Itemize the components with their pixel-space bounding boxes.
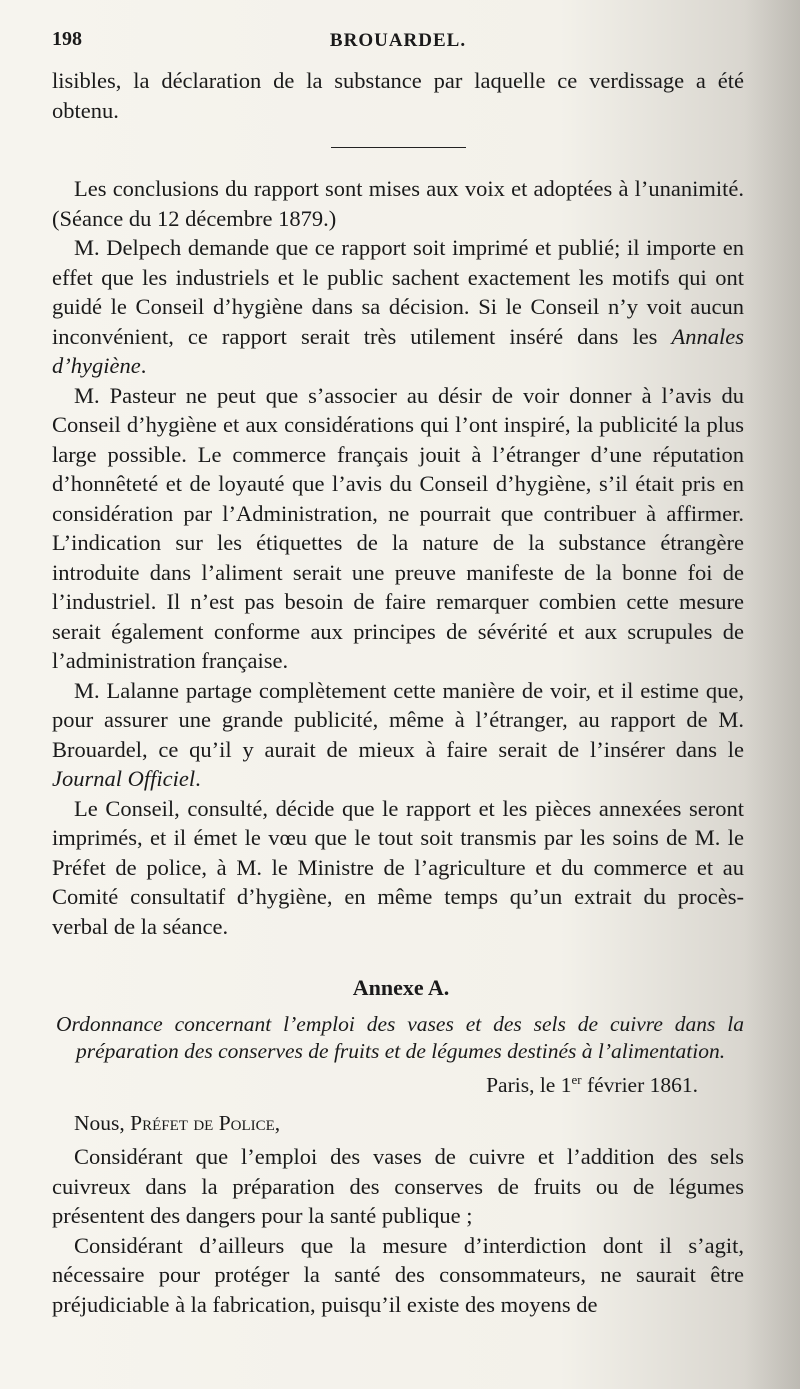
paragraph-pasteur: M. Pasteur ne peut que s’associer au désir de voir donner à l’avis du Conseil d’hygiène et aux considérations qui l’ont inspiré, la publicité la plus large possible. Le commerce français jouit à l’étranger d’une réputation d’honnêteté et de loyauté que l’avis du Conseil d’hygiène, s’il était pris en considération par l’Administration, ne pourrait que contribuer à affirmer. L’indication sur les étiquettes de la nature de la substance étrangère introduite dans l’aliment serait une preuve manifeste de la bonne foi de l’industriel. Il n’est pas besoin de faire remarquer combien cette mesure serait également conforme aux principes de sévérité et aux scrupules de l’administration française. <box>52 382 744 673</box>
lalanne-end: . <box>195 766 201 791</box>
date-sup: er <box>571 1072 582 1087</box>
delpech-end: . <box>140 353 147 378</box>
prefet-de-police: Préfet de Police, <box>130 1111 281 1136</box>
lalanne-text: M. Lalanne partage complètement cette manière de voir, et il estime que, pour assurer une grande publicité, même à l’étranger, au rapport de M. Brouardel, ce qu’il y aurait de mieux à faire serait de l’insérer dans le <box>52 677 744 762</box>
paragraph-continuation: lisibles, la déclaration de la substance par laquelle ce verdissage a été obtenu. <box>52 68 744 123</box>
date-prefix: Paris, le 1 <box>486 1073 572 1098</box>
nous-word: Nous, <box>74 1111 125 1136</box>
nous-prefet-line <box>52 1108 744 1138</box>
paragraph-conclusions: Les conclusions du rapport sont mises aux voix et adoptées à l’unanimité. (Séance du 12 décembre 1879.) <box>52 176 744 231</box>
annales-title: Annales d’hygiène <box>52 323 744 378</box>
paragraph-lalanne <box>52 676 744 794</box>
paragraph-delpech <box>52 233 744 381</box>
journal-officiel-title: Journal Officiel <box>52 766 196 791</box>
considerant-1: Considérant que l’emploi des vases de cuivre et l’addition des sels cuivreux dans la préparation des conserves de fruits ou de légumes présentent des dangers pour la santé publique ; <box>52 1144 744 1229</box>
date-suffix: février 1861. <box>581 1073 698 1098</box>
section-rule <box>331 147 466 148</box>
delpech-text: M. Delpech demande que ce rapport soit imprimé et publié; il importe en effet que les industriels et le public sachent exactement les motifs qui ont guidé le Conseil d’hygiène dans sa décision. Si le Conseil n’y voit aucun inconvénient, ce rapport serait très utilement inséré dans les <box>52 235 744 349</box>
dateline <box>52 1065 744 1100</box>
page-number: 198 <box>52 28 82 50</box>
considerant-2: Considérant d’ailleurs que la mesure d’interdiction dont il s’agit, nécessaire pour protéger la santé des consommateurs, ne saurait être préjudiciable à la fabrication, puisqu’il existe des moyens de <box>52 1232 744 1317</box>
paragraph-conseil: Le Conseil, consulté, décide que le rapport et les pièces annexées seront imprimés, et il émet le vœu que le tout soit transmis par les soins de M. le Préfet de police, à M. le Ministre de l’agriculture et du commerce et au Comité consultatif d’hygiène, en même temps qu’un extrait du procès-verbal de la séance. <box>52 795 744 939</box>
annex-title: Annexe A. <box>352 975 450 1000</box>
ordinance-title: Ordonnance concernant l’emploi des vases et des sels de cuivre dans la préparation des conserves de fruits et de légumes destinés à l’alimentation. <box>56 1012 744 1063</box>
running-head <box>52 22 744 66</box>
running-title: BROUARDEL. <box>329 30 467 51</box>
